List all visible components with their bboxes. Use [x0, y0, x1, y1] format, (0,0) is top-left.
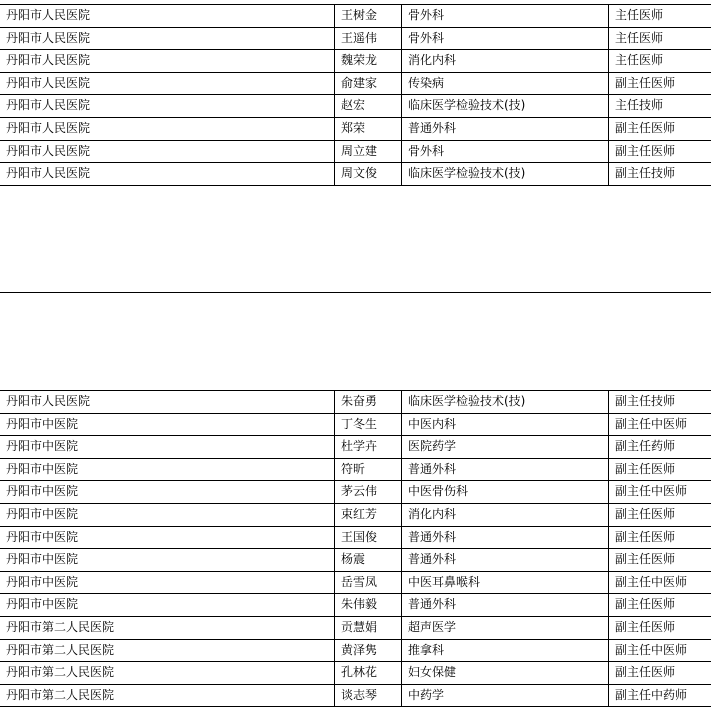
cell-dept: 普通外科 [402, 526, 609, 549]
cell-hospital: 丹阳市人民医院 [0, 27, 335, 50]
cell-name: 魏荣龙 [335, 50, 402, 73]
table-row [0, 117, 711, 140]
cell-name: 杜学卉 [335, 436, 402, 459]
cell-dept: 中医耳鼻喉科 [402, 571, 609, 594]
cell-name: 束红芳 [335, 503, 402, 526]
cell-hospital: 丹阳市中医院 [0, 413, 335, 436]
cell-dept: 普通外科 [402, 117, 609, 140]
cell-title: 副主任中医师 [609, 481, 711, 504]
cell-hospital: 丹阳市中医院 [0, 458, 335, 481]
cell-name: 朱奋勇 [335, 391, 402, 414]
cell-title: 副主任医师 [609, 140, 711, 163]
cell-dept: 临床医学检验技术(技) [402, 391, 609, 414]
table-row [0, 391, 711, 414]
cell-hospital: 丹阳市第二人民医院 [0, 662, 335, 685]
cell-name: 孔林花 [335, 662, 402, 685]
cell-name: 丁冬生 [335, 413, 402, 436]
cell-title: 副主任药师 [609, 436, 711, 459]
cell-hospital: 丹阳市中医院 [0, 436, 335, 459]
cell-hospital: 丹阳市人民医院 [0, 163, 335, 186]
cell-dept: 超声医学 [402, 616, 609, 639]
cell-title: 副主任医师 [609, 72, 711, 95]
cell-title: 副主任中医师 [609, 571, 711, 594]
cell-name: 茅云伟 [335, 481, 402, 504]
table-row [0, 5, 711, 28]
cell-title: 副主任医师 [609, 549, 711, 572]
cell-hospital: 丹阳市人民医院 [0, 5, 335, 28]
roster-table-bottom [0, 390, 711, 707]
cell-title: 副主任医师 [609, 616, 711, 639]
cell-title: 副主任技师 [609, 163, 711, 186]
cell-title: 副主任中医师 [609, 639, 711, 662]
table-row [0, 684, 711, 707]
cell-dept: 推拿科 [402, 639, 609, 662]
roster-table-top [0, 4, 711, 186]
cell-hospital: 丹阳市中医院 [0, 526, 335, 549]
cell-dept: 传染病 [402, 72, 609, 95]
cell-dept: 消化内科 [402, 503, 609, 526]
cell-name: 朱伟毅 [335, 594, 402, 617]
cell-title: 主任技师 [609, 95, 711, 118]
cell-dept: 骨外科 [402, 5, 609, 28]
cell-dept: 普通外科 [402, 458, 609, 481]
cell-name: 郑荣 [335, 117, 402, 140]
cell-hospital: 丹阳市中医院 [0, 549, 335, 572]
table-row [0, 95, 711, 118]
cell-hospital: 丹阳市人民医院 [0, 117, 335, 140]
cell-hospital: 丹阳市中医院 [0, 481, 335, 504]
table-row [0, 163, 711, 186]
cell-title: 副主任中药师 [609, 684, 711, 707]
table-row [0, 27, 711, 50]
cell-dept: 中医骨伤科 [402, 481, 609, 504]
cell-dept: 临床医学检验技术(技) [402, 163, 609, 186]
cell-name: 黄泽隽 [335, 639, 402, 662]
roster-table-top-body [0, 5, 711, 186]
table-row [0, 140, 711, 163]
table-row [0, 639, 711, 662]
cell-hospital: 丹阳市人民医院 [0, 140, 335, 163]
cell-title: 副主任医师 [609, 458, 711, 481]
cell-name: 王国俊 [335, 526, 402, 549]
cell-hospital: 丹阳市人民医院 [0, 72, 335, 95]
table-row [0, 458, 711, 481]
cell-name: 贡慧娟 [335, 616, 402, 639]
cell-dept: 骨外科 [402, 27, 609, 50]
table-row [0, 436, 711, 459]
page-break-divider [0, 292, 711, 293]
cell-title: 副主任医师 [609, 503, 711, 526]
cell-name: 岳雪凤 [335, 571, 402, 594]
cell-title: 副主任医师 [609, 662, 711, 685]
table-row [0, 526, 711, 549]
cell-title: 副主任技师 [609, 391, 711, 414]
cell-name: 符昕 [335, 458, 402, 481]
cell-dept: 骨外科 [402, 140, 609, 163]
cell-title: 副主任医师 [609, 594, 711, 617]
cell-name: 王树金 [335, 5, 402, 28]
cell-dept: 普通外科 [402, 549, 609, 572]
cell-dept: 普通外科 [402, 594, 609, 617]
cell-hospital: 丹阳市第二人民医院 [0, 639, 335, 662]
cell-dept: 妇女保健 [402, 662, 609, 685]
cell-title: 副主任中医师 [609, 413, 711, 436]
cell-dept: 消化内科 [402, 50, 609, 73]
cell-hospital: 丹阳市人民医院 [0, 50, 335, 73]
table-row [0, 50, 711, 73]
cell-hospital: 丹阳市中医院 [0, 503, 335, 526]
cell-dept: 临床医学检验技术(技) [402, 95, 609, 118]
table-row [0, 616, 711, 639]
table-row [0, 594, 711, 617]
cell-title: 副主任医师 [609, 117, 711, 140]
cell-hospital: 丹阳市第二人民医院 [0, 684, 335, 707]
table-row [0, 481, 711, 504]
cell-dept: 医院药学 [402, 436, 609, 459]
cell-hospital: 丹阳市第二人民医院 [0, 616, 335, 639]
cell-title: 副主任医师 [609, 526, 711, 549]
cell-name: 周文俊 [335, 163, 402, 186]
cell-name: 赵宏 [335, 95, 402, 118]
cell-dept: 中医内科 [402, 413, 609, 436]
cell-name: 谈志琴 [335, 684, 402, 707]
roster-table-bottom-body [0, 391, 711, 707]
cell-hospital: 丹阳市中医院 [0, 571, 335, 594]
cell-name: 周立建 [335, 140, 402, 163]
cell-name: 王遥伟 [335, 27, 402, 50]
cell-hospital: 丹阳市人民医院 [0, 95, 335, 118]
table-row [0, 549, 711, 572]
cell-name: 俞建家 [335, 72, 402, 95]
cell-title: 主任医师 [609, 5, 711, 28]
table-row [0, 571, 711, 594]
cell-title: 主任医师 [609, 50, 711, 73]
cell-hospital: 丹阳市中医院 [0, 594, 335, 617]
table-row [0, 72, 711, 95]
table-row [0, 413, 711, 436]
cell-name: 杨震 [335, 549, 402, 572]
cell-hospital: 丹阳市人民医院 [0, 391, 335, 414]
cell-title: 主任医师 [609, 27, 711, 50]
table-row [0, 503, 711, 526]
cell-dept: 中药学 [402, 684, 609, 707]
table-row [0, 662, 711, 685]
